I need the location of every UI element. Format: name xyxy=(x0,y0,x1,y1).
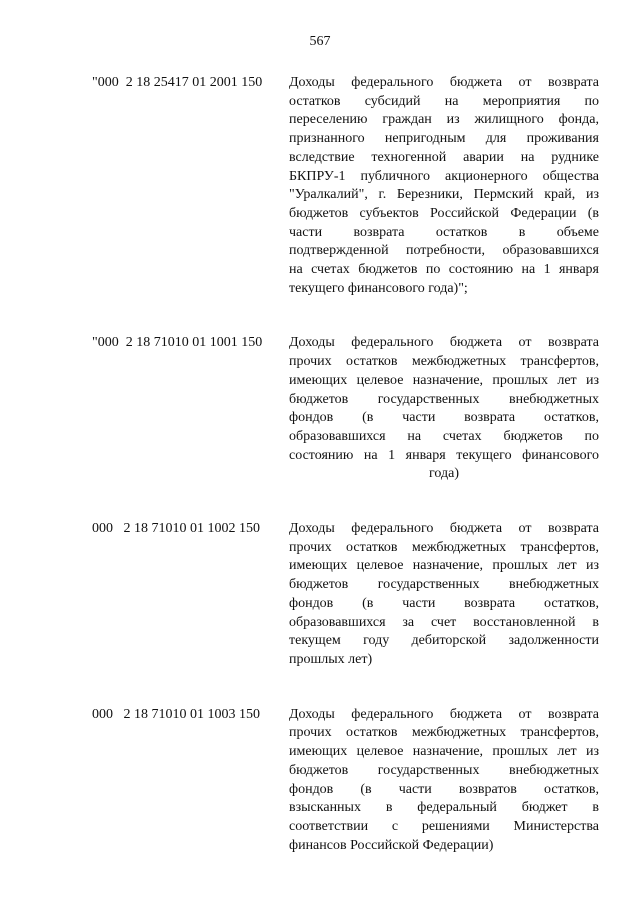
description-line: "Уралкалий", г. Березники, Пермский край, из xyxy=(289,187,599,203)
income-description xyxy=(289,334,599,484)
description-line: года) xyxy=(429,466,459,482)
description-line: Доходы федерального бюджета от возврата xyxy=(289,521,599,537)
income-description xyxy=(289,520,599,670)
description-line: бюджетов государственных внебюджетных xyxy=(289,577,599,593)
description-line: подтвержденной потребности, образовавшихся xyxy=(289,243,599,259)
description-line: образовавшихся за счет восстановленной в xyxy=(289,614,599,630)
description-line: фондов (в части возврата остатков, xyxy=(289,410,599,426)
budget-classification-code: 000 2 18 71010 01 1003 150 xyxy=(92,706,260,722)
description-line: фондов (в части возврата остатков, xyxy=(289,595,599,611)
description-line: имеющих целевое назначение, прошлых лет из xyxy=(289,372,599,388)
income-description xyxy=(289,74,599,298)
income-description xyxy=(289,706,599,856)
budget-code-list xyxy=(92,74,602,891)
description-line: БКПРУ-1 публичного акционерного общества xyxy=(289,168,599,184)
description-line: фондов (в части возвратов остатков, xyxy=(289,781,599,797)
description-line: бюджетов государственных внебюджетных xyxy=(289,762,599,778)
budget-classification-code: "000 2 18 25417 01 2001 150 xyxy=(92,75,263,90)
description-line: бюджетов субъектов Российской Федерации (в xyxy=(289,205,599,221)
description-line: состоянию на 1 января текущего финансового xyxy=(289,447,599,463)
description-line: имеющих целевое назначение, прошлых лет из xyxy=(289,558,599,574)
description-line: текущего финансового года)"; xyxy=(289,280,468,296)
description-line: взысканных в федеральный бюджет в xyxy=(289,800,599,816)
description-line: финансов Российской Федерации) xyxy=(289,837,494,853)
budget-code-entry xyxy=(92,706,602,856)
description-line: прочих остатков межбюджетных трансфертов, xyxy=(289,354,599,370)
description-line: текущем году дебиторской задолженности xyxy=(289,633,599,649)
budget-code-entry xyxy=(92,334,602,484)
description-line: вследствие техногенной аварии на руднике xyxy=(289,149,599,165)
description-line: переселению граждан из жилищного фонда, xyxy=(289,112,599,128)
description-line: прошлых лет) xyxy=(289,651,373,667)
description-line: бюджетов государственных внебюджетных xyxy=(289,391,599,407)
description-line: имеющих целевое назначение, прошлых лет из xyxy=(289,744,599,760)
description-line: Доходы федерального бюджета от возврата xyxy=(289,706,599,722)
budget-code-entry xyxy=(92,520,602,670)
description-line: признанного непригодным для проживания xyxy=(289,131,599,147)
description-line: Доходы федерального бюджета от возврата xyxy=(289,335,599,351)
budget-classification-code: "000 2 18 71010 01 1001 150 xyxy=(92,335,263,351)
description-line: прочих остатков межбюджетных трансфертов, xyxy=(289,539,599,555)
page-number: 567 xyxy=(309,34,331,49)
description-line: прочих остатков межбюджетных трансфертов, xyxy=(289,725,599,741)
budget-code-entry xyxy=(92,74,602,298)
description-line: остатков субсидий на мероприятия по xyxy=(289,93,599,109)
budget-classification-code: 000 2 18 71010 01 1002 150 xyxy=(92,521,260,537)
description-line: Доходы федерального бюджета от возврата xyxy=(289,75,599,90)
description-line: образовавшихся на счетах бюджетов по xyxy=(289,428,599,444)
description-line: на счетах бюджетов по состоянию на 1 января xyxy=(289,262,599,278)
description-line: части возврата остатков в объеме xyxy=(289,224,599,240)
description-line: соответствии с решениями Министерства xyxy=(289,818,599,834)
